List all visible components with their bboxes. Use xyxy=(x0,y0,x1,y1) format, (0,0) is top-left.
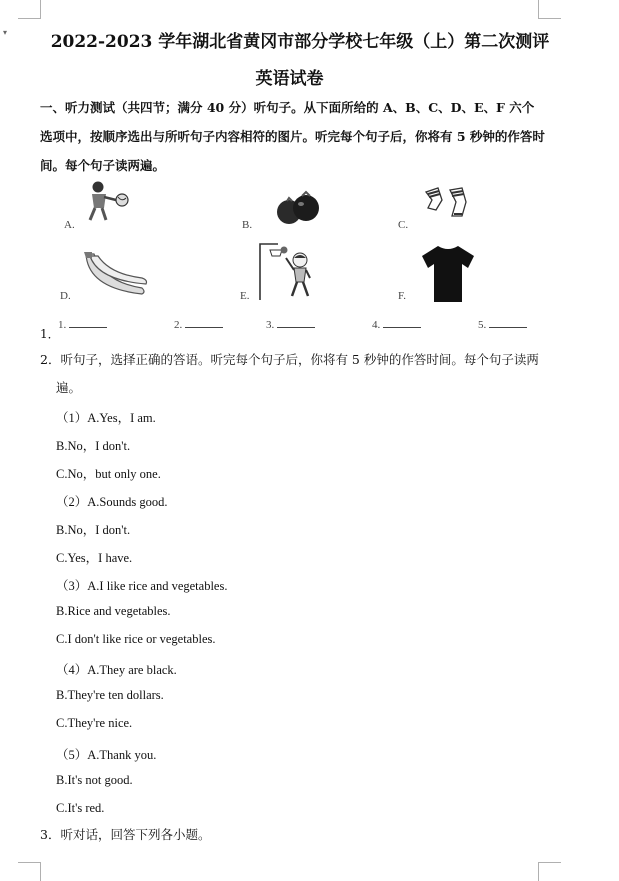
option-5a: （5）A.Thank you. xyxy=(56,748,157,762)
option-4c: C.They're nice. xyxy=(56,716,133,730)
picture-label-b: B. xyxy=(242,219,253,231)
answer-blank[interactable]: 1. xyxy=(58,317,107,331)
picture-label-d: D. xyxy=(60,290,71,302)
picture-label-c: C. xyxy=(398,219,409,231)
picture-label-f: F. xyxy=(398,290,406,302)
question-2-line1: 2．听句子，选择正确的答语。听完每个句子后，你将有 5 秒钟的作答时间。每个句子读两 xyxy=(40,352,539,367)
page-corner-mark xyxy=(538,0,561,19)
option-2c: C.Yes，I have. xyxy=(56,551,133,565)
t-shirt-icon xyxy=(420,244,476,304)
option-1c: C.No，but only one. xyxy=(56,467,161,481)
option-4a: （4）A.They are black. xyxy=(56,663,177,677)
question-2-line2: 遍。 xyxy=(56,380,82,395)
picture-label-a: A. xyxy=(64,219,75,231)
section1-instructions: 一、听力测试（共四节；满分 40 分）听句子。从下面所给的 A、B、C、D、E、F 六个选项中，按顺序选出与所听句子内容相符的图片。听完每个句子后，你将有 5 秒钟的作答时间。每个句子读两遍。 xyxy=(40,100,545,173)
option-3a: （3）A.I like rice and vegetables. xyxy=(56,579,228,593)
socks-icon xyxy=(424,186,472,222)
option-1b: B.No，I don't. xyxy=(56,439,131,453)
option-2b: B.No，I don't. xyxy=(56,523,131,537)
answer-blank[interactable]: 2. xyxy=(174,317,223,331)
margin-mark: ▾ xyxy=(3,28,8,37)
option-3b: B.Rice and vegetables. xyxy=(56,604,171,618)
option-4b: B.They're ten dollars. xyxy=(56,688,164,702)
page-corner-mark xyxy=(18,0,41,19)
answer-blank[interactable]: 3. xyxy=(266,317,315,331)
question-1-number: 1． xyxy=(40,327,60,341)
page-title: 2022-2023 学年湖北省黄冈市部分学校七年级（上）第二次测评 xyxy=(50,32,550,52)
bananas-icon xyxy=(80,250,152,302)
option-3c: C.I don't like rice or vegetables. xyxy=(56,632,216,646)
option-1a: （1）A.Yes，I am. xyxy=(56,411,156,425)
page-corner-mark xyxy=(538,862,561,881)
tomatoes-icon xyxy=(275,188,323,228)
answer-blank[interactable]: 4. xyxy=(372,317,421,331)
picture-label-e: E. xyxy=(240,290,250,302)
question-3-instructions: 3．听对话，回答下列各小题。 xyxy=(40,827,211,842)
option-2a: （2）A.Sounds good. xyxy=(56,495,168,509)
option-5c: C.It's red. xyxy=(56,801,105,815)
question-2-instructions xyxy=(40,346,550,402)
option-5b: B.It's not good. xyxy=(56,773,133,787)
girl-playing-volleyball-icon xyxy=(82,180,132,222)
page-corner-mark xyxy=(18,862,41,881)
answer-blank[interactable]: 5. xyxy=(478,317,527,331)
boy-playing-basketball-icon xyxy=(256,240,322,302)
page-subtitle: 英语试卷 xyxy=(255,69,324,89)
